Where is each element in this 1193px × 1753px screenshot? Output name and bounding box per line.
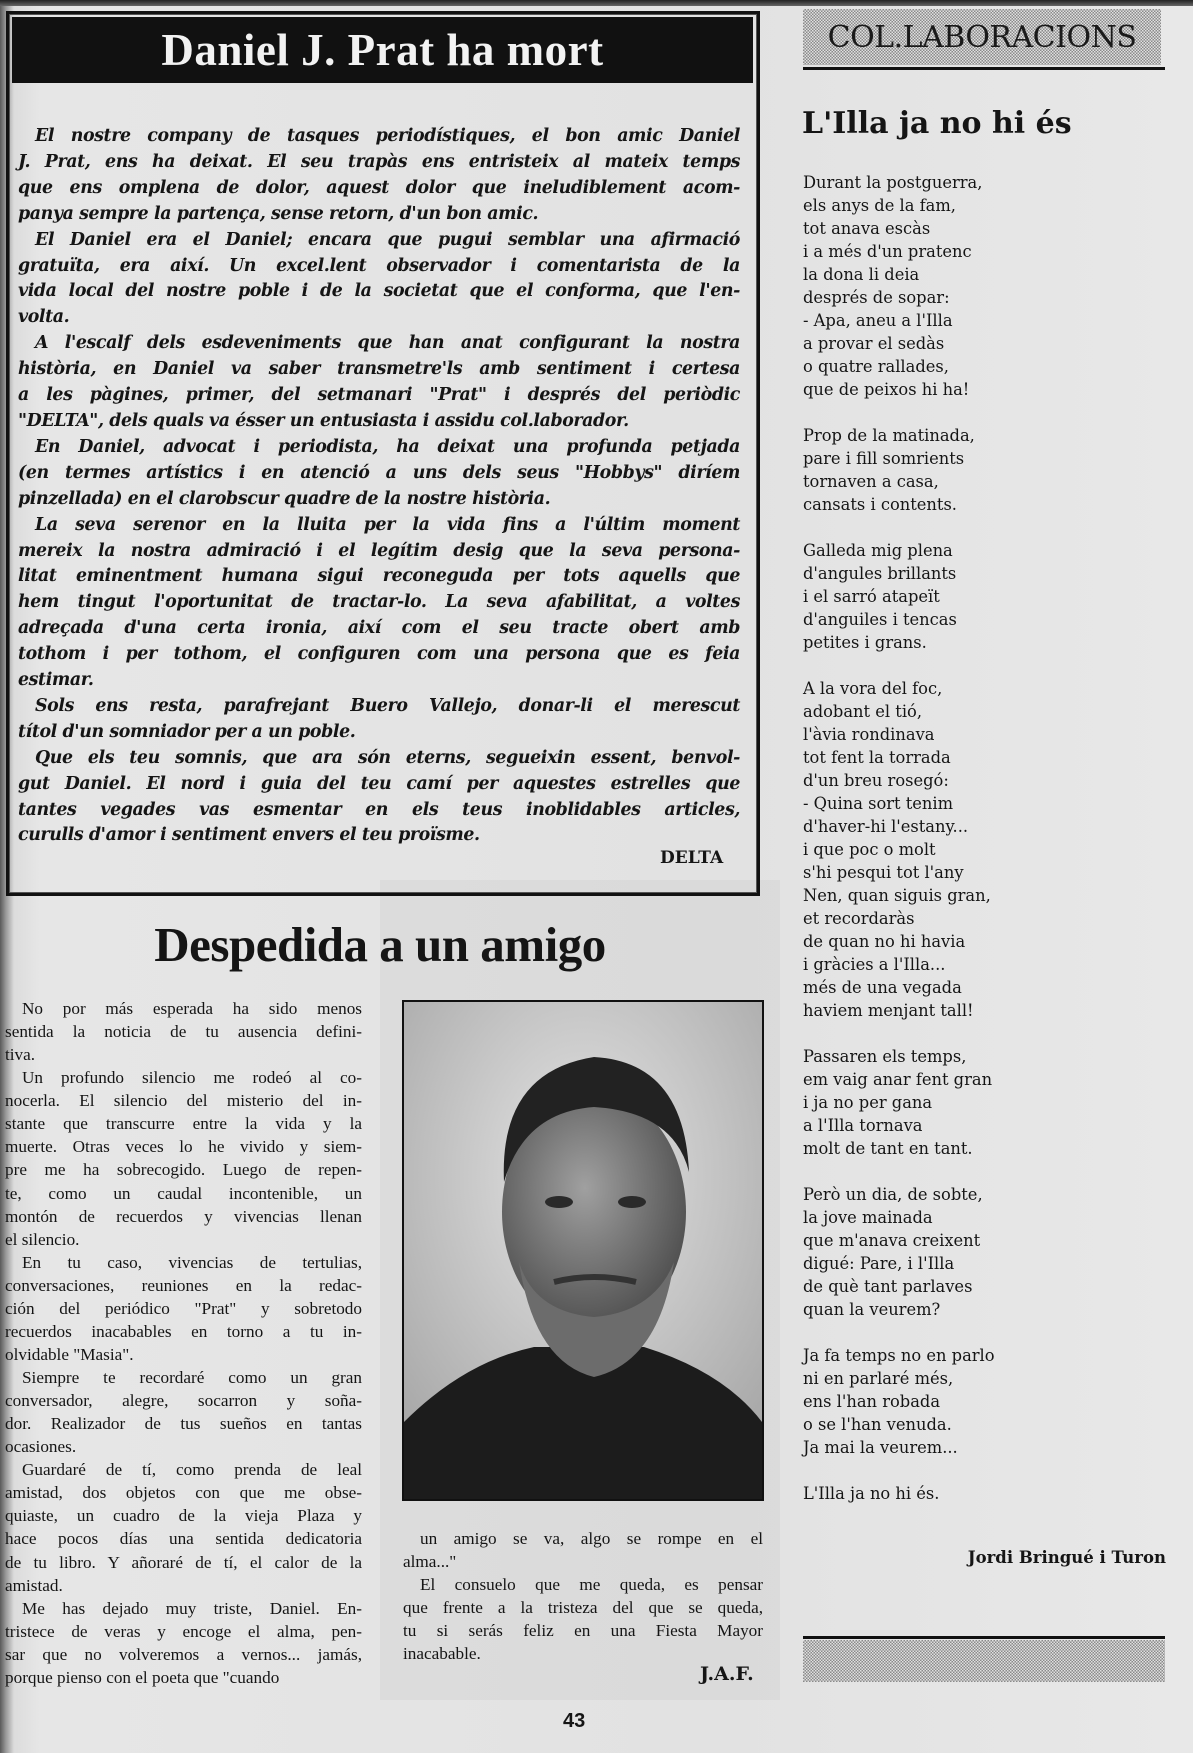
text-line: quan la veurem? <box>803 1300 941 1319</box>
paragraph <box>18 746 740 850</box>
text-line: tantes vegades vas esmentar en els teus inoblidables articles, <box>18 799 740 820</box>
text-line: o quatre rallades, <box>803 357 949 376</box>
paragraph <box>18 435 740 513</box>
paragraph <box>18 694 740 746</box>
text-line: A l'escalf dels esdeveniments que han anat configurant la nostra <box>35 333 740 354</box>
text-line: tot anava escàs <box>803 219 931 238</box>
text-line: de què tant parlaves <box>803 1277 973 1296</box>
text-line: Guardaré de tí, como prenda de leal <box>22 1460 362 1480</box>
text-line: a l'Illa tornava <box>803 1116 923 1135</box>
page-top-edge <box>0 0 1193 6</box>
paragraph <box>18 331 740 435</box>
text-line: tristece de veras y encoge el alma, pen- <box>5 1621 362 1641</box>
text-line: d'un breu rosegó: <box>803 771 949 790</box>
text-line: i el sarró atapeït <box>803 587 940 606</box>
stanza <box>803 1045 1163 1160</box>
paragraph <box>5 1251 362 1366</box>
text-line: panya sempre la partença, sense retorn, d'un bon amic. <box>18 203 539 224</box>
text-line: tot fent la torrada <box>803 748 951 767</box>
stanza <box>803 1344 1163 1459</box>
text-line: muerte. Otras veces lo he vivido y siem- <box>5 1137 362 1157</box>
footer-halftone-box <box>803 1640 1165 1682</box>
text-line: El Daniel era el Daniel; encara que pugui semblar una afirmació <box>35 229 740 250</box>
text-line: els anys de la fam, <box>803 196 956 215</box>
footer-rule <box>803 1636 1165 1639</box>
portrait-image <box>404 1002 762 1499</box>
text-line: Galleda mig plena <box>803 541 953 560</box>
text-line: amistad. <box>5 1575 63 1595</box>
paragraph <box>403 1573 763 1665</box>
text-line: amistad, dos objetos con que me obse- <box>5 1483 362 1503</box>
text-line: te, como un caudal incontenible, un <box>5 1183 362 1203</box>
text-line: L'Illa ja no hi és. <box>803 1484 940 1503</box>
text-line: El consuelo que me queda, es pensar <box>420 1575 763 1594</box>
text-line: mereix la nostra admiració i el legítim desig que la seva persona- <box>18 540 740 561</box>
text-line: hem tingut l'oportunitat de tractar-lo. La seva afabilitat, a voltes <box>18 592 740 613</box>
text-line: Que els teu somnis, que ara són eterns, segueixin essent, benvol- <box>35 747 740 768</box>
text-line: pre me ha sobrecogido. Luego de repen- <box>5 1160 362 1180</box>
poem-author: Jordi Bringué i Turon <box>967 1548 1166 1567</box>
paragraph <box>18 124 740 228</box>
text-line: i ja no per gana <box>803 1093 933 1112</box>
text-line: estimar. <box>18 670 94 691</box>
text-line: Un profundo silencio me rodeó al co- <box>22 1068 362 1088</box>
text-line: El nostre company de tasques periodístiques, el bon amic Daniel <box>35 126 740 146</box>
text-line: La seva serenor en la lluita per la vida fins a l'últim moment <box>35 514 740 535</box>
text-line: cansats i contents. <box>803 495 957 514</box>
text-line: Prop de la matinada, <box>803 426 975 445</box>
text-line: curulls d'amor i sentiment envers el teu proïsme. <box>18 825 480 846</box>
text-line: d'anguiles i tencas <box>803 610 957 629</box>
stanza <box>803 539 1163 654</box>
stanza <box>803 424 1163 516</box>
stanza <box>803 677 1163 1022</box>
text-line: petites i grans. <box>803 633 927 652</box>
text-line: que m'anava creixent <box>803 1231 981 1250</box>
text-line: un amigo se va, algo se rompe en el <box>420 1529 763 1548</box>
paragraph <box>5 1458 362 1596</box>
text-line: que frente a la tristeza del que se queda, <box>403 1598 763 1617</box>
poem-title: L'Illa ja no hi és <box>802 106 1072 141</box>
text-line: que de peixos hi ha! <box>803 380 970 399</box>
text-line: després de sopar: <box>803 288 950 307</box>
text-line: dor. Realizador de tus sueños en tantas <box>5 1414 362 1434</box>
article2-column-2 <box>403 1527 763 1665</box>
stanza <box>803 1482 1163 1505</box>
article2-signature: J.A.F. <box>700 1663 754 1685</box>
text-line: quiaste, un cuadro de la vieja Plaza y <box>5 1506 362 1526</box>
text-line: inacabable. <box>403 1644 481 1663</box>
text-line: stante que transcurre entre la vida y la <box>5 1114 362 1134</box>
text-line: i gràcies a l'Illa... <box>803 955 946 974</box>
page-number: 43 <box>563 1710 586 1732</box>
text-line: - Quina sort tenim <box>803 794 954 813</box>
paragraph <box>403 1527 763 1573</box>
paragraph <box>5 1597 362 1689</box>
text-line: a les pàgines, primer, del setmanari "Prat" i després del periòdic <box>18 385 740 406</box>
text-line: Nen, quan siguis gran, <box>803 886 991 905</box>
text-line: adobant el tió, <box>803 702 923 721</box>
text-line: En tu caso, vivencias de tertulias, <box>22 1252 362 1272</box>
text-line: alma..." <box>403 1552 457 1571</box>
article2-title: Despedida a un amigo <box>154 917 606 972</box>
text-line: digué: Pare, i l'Illa <box>803 1254 955 1273</box>
text-line: Sols ens resta, parafrejant Buero Vallejo, donar-li el merescut <box>35 695 740 716</box>
text-line: A la vora del foc, <box>803 679 943 698</box>
text-line: porque pienso con el poeta que "cuando <box>5 1667 280 1687</box>
text-line: em vaig anar fent gran <box>803 1070 993 1089</box>
text-line: o se l'han venuda. <box>803 1415 952 1434</box>
text-line: olvidable "Masia". <box>5 1344 134 1364</box>
text-line: més de una vegada <box>803 978 962 997</box>
text-line: Durant la postguerra, <box>803 173 983 192</box>
text-line: recuerdos inacabables en torno a tu in- <box>5 1321 362 1341</box>
text-line: ni en parlaré més, <box>803 1369 954 1388</box>
text-line: gut Daniel. El nord i guia del teu camí per aquestes estrelles que <box>18 773 740 794</box>
text-line: litat eminentment humana sigui reconeguda per tots aquells que <box>18 566 740 587</box>
article-body <box>18 124 740 849</box>
text-line: s'hi pesqui tot l'any <box>803 863 964 882</box>
text-line: (en termes artístics i en atenció a uns dels seus "Hobbys" diríem <box>18 462 740 483</box>
text-line: de quan no hi havia <box>803 932 966 951</box>
portrait-photo <box>402 1000 764 1501</box>
section-header-rule <box>803 67 1165 70</box>
text-line: l'àvia rondinava <box>803 725 935 744</box>
text-line: volta. <box>18 307 70 328</box>
text-line: conversaciones, reuniones en la redac- <box>5 1275 362 1295</box>
text-line: tu si serás feliz en una Fiesta Mayor <box>403 1621 763 1640</box>
text-line: haviem menjant tall! <box>803 1001 974 1020</box>
text-line: ens l'han robada <box>803 1392 941 1411</box>
text-line: "DELTA", dels quals va ésser un entusiasta i assidu col.laborador. <box>18 410 629 431</box>
paragraph <box>5 1066 362 1251</box>
text-line: vida local del nostre poble i de la societat que el conforma, que l'en- <box>18 281 740 302</box>
text-line: el silencio. <box>5 1229 80 1249</box>
text-line: història, en Daniel va saber transmetre'ls amb sentiment i certesa <box>18 359 740 380</box>
text-line: ocasiones. <box>5 1437 77 1457</box>
text-line: - Apa, aneu a l'Illa <box>803 311 953 330</box>
text-line: et recordaràs <box>803 909 915 928</box>
text-line: adreçada d'una certa ironia, així com el seu tracte obert amb <box>18 618 740 639</box>
text-line: la dona li deia <box>803 265 920 284</box>
text-line: que ens omplena de dolor, aquest dolor que ineludiblement acom- <box>18 177 740 198</box>
text-line: En Daniel, advocat i periodista, ha deixat una profunda petjada <box>35 436 740 457</box>
text-line: hace pocos días una sentida dedicatoria <box>5 1529 362 1549</box>
text-line: tornaven a casa, <box>803 472 939 491</box>
paragraph <box>5 1366 362 1458</box>
text-line: montón de recuerdos y vivencias llenan <box>5 1206 362 1226</box>
text-line: la jove mainada <box>803 1208 933 1227</box>
text-line: molt de tant en tant. <box>803 1139 973 1158</box>
stanza <box>803 171 1163 401</box>
text-line: Ja fa temps no en parlo <box>803 1346 995 1365</box>
text-line: Passaren els temps, <box>803 1047 967 1066</box>
article-title: Daniel J. Prat ha mort <box>12 17 753 83</box>
text-line: Però un dia, de sobte, <box>803 1185 983 1204</box>
text-line: sar que no volveremos a vernos... jamás, <box>5 1644 362 1664</box>
text-line: gratuïta, era així. Un excel.lent observador i comentarista de la <box>18 255 740 276</box>
text-line: a provar el sedàs <box>803 334 945 353</box>
text-line: de tu libro. Y añoraré de tí, el calor de la <box>5 1552 362 1572</box>
text-line: No por más esperada ha sido menos <box>22 999 362 1018</box>
paragraph <box>18 513 740 694</box>
article-signature: DELTA <box>660 848 724 868</box>
article2-column-1 <box>5 997 362 1689</box>
text-line: pare i fill somrients <box>803 449 965 468</box>
text-line: i que poc o molt <box>803 840 936 859</box>
paragraph <box>18 228 740 332</box>
text-line: Siempre te recordaré como un gran <box>22 1368 362 1387</box>
text-line: nocerla. El silencio del misterio del in- <box>5 1091 362 1111</box>
section-header: COL.LABORACIONS <box>803 9 1161 65</box>
text-line: i a més d'un pratenc <box>803 242 972 261</box>
paragraph <box>5 997 362 1066</box>
text-line: d'angules brillants <box>803 564 957 583</box>
text-line: conversador, alegre, socarron y soña- <box>5 1391 362 1411</box>
text-line: Me has dejado muy triste, Daniel. En- <box>22 1598 362 1618</box>
text-line: ción del periódico "Prat" y sobretodo <box>5 1298 362 1318</box>
poem-body <box>803 171 1163 1528</box>
text-line: tothom i per tothom, el configuren com una persona que es feia <box>18 644 740 665</box>
text-line: pinzellada) en el clarobscur quadre de la nostre història. <box>18 488 551 509</box>
text-line: sentida la noticia de tu ausencia defini- <box>5 1022 362 1042</box>
text-line: Ja mai la veurem... <box>803 1438 958 1457</box>
stanza <box>803 1183 1163 1321</box>
text-line: tiva. <box>5 1045 36 1065</box>
text-line: títol d'un somniador per a un poble. <box>18 721 356 742</box>
text-line: J. Prat, ens ha deixat. El seu trapàs ens entristeix al mateix temps <box>18 151 740 172</box>
text-line: d'haver-hi l'estany... <box>803 817 969 836</box>
